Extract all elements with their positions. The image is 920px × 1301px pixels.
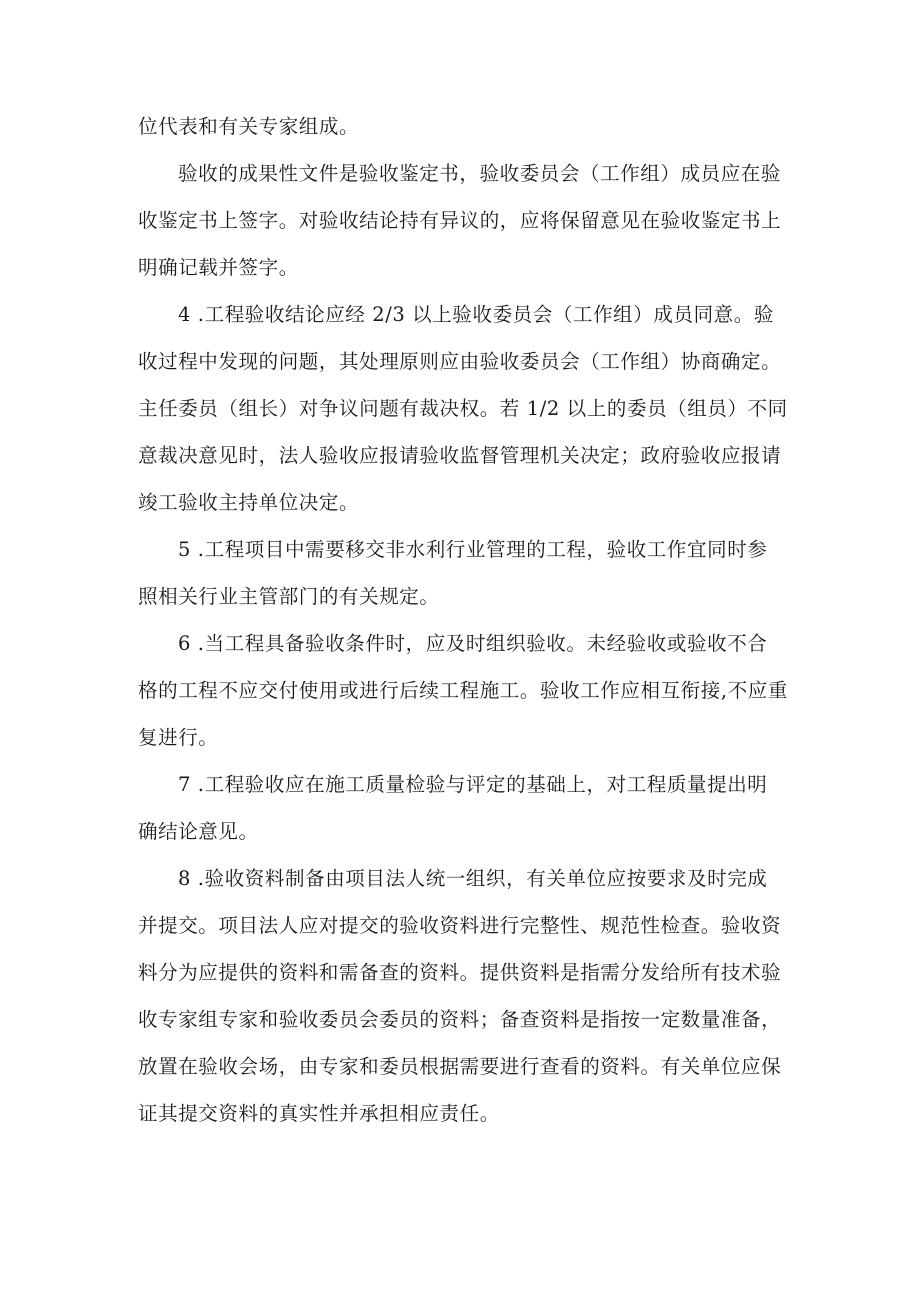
text-line: 7 .工程验收应在施工质量检验与评定的基础上，对工程质量提出明 xyxy=(178,773,768,796)
text-line: 收专家组专家和验收委员会委员的资料；备查资料是指按一定数量准备， xyxy=(138,1008,782,1031)
text-line: 明确记载并签字。 xyxy=(138,256,299,279)
text-line: 收鉴定书上签字。对验收结论持有异议的，应将保留意见在验收鉴定书上 xyxy=(138,209,782,232)
paragraph-acceptance-document xyxy=(138,150,786,291)
text-line: 4 .工程验收结论应经 2/3 以上验收委员会（工作组）成员同意。验 xyxy=(178,303,774,326)
paragraph-item-5 xyxy=(138,526,786,620)
text-line: 8 .验收资料制备由项目法人统一组织，有关单位应按要求及时完成 xyxy=(178,867,768,890)
text-line: 格的工程不应交付使用或进行后续工程施工。验收工作应相互衔接,不应重 xyxy=(138,679,788,702)
paragraph-item-7 xyxy=(138,761,786,855)
text-line: 照相关行业主管部门的有关规定。 xyxy=(138,585,440,608)
paragraph-item-6 xyxy=(138,620,786,761)
text-line: 位代表和有关专家组成。 xyxy=(138,115,360,138)
text-line: 确结论意见。 xyxy=(138,820,259,843)
paragraph-item-4 xyxy=(138,291,786,526)
text-line: 证其提交资料的真实性并承担相应责任。 xyxy=(138,1102,500,1125)
text-line: 料分为应提供的资料和需备查的资料。提供资料是指需分发给所有技术验 xyxy=(138,961,782,984)
paragraph-item-8 xyxy=(138,855,786,1137)
text-line: 验收的成果性文件是验收鉴定书，验收委员会（工作组）成员应在验 xyxy=(178,162,782,185)
text-line: 复进行。 xyxy=(138,726,219,749)
text-line: 竣工验收主持单位决定。 xyxy=(138,491,360,514)
document-body xyxy=(138,103,786,1137)
text-line: 5 .工程项目中需要移交非水利行业管理的工程，验收工作宜同时参 xyxy=(178,538,768,561)
text-line: 放置在验收会场，由专家和委员根据需要进行查看的资料。有关单位应保 xyxy=(138,1055,782,1078)
paragraph-continuation xyxy=(138,103,786,150)
text-line: 意裁决意见时，法人验收应报请验收监督管理机关决定；政府验收应报请 xyxy=(138,444,782,467)
text-line: 6 .当工程具备验收条件时，应及时组织验收。未经验收或验收不合 xyxy=(178,632,768,655)
text-line: 并提交。项目法人应对提交的验收资料进行完整性、规范性检查。验收资 xyxy=(138,914,782,937)
text-line: 主任委员（组长）对争议问题有裁决权。若 1/2 以上的委员（组员）不同 xyxy=(138,397,788,420)
text-line: 收过程中发现的问题，其处理原则应由验收委员会（工作组）协商确定。 xyxy=(138,350,782,373)
